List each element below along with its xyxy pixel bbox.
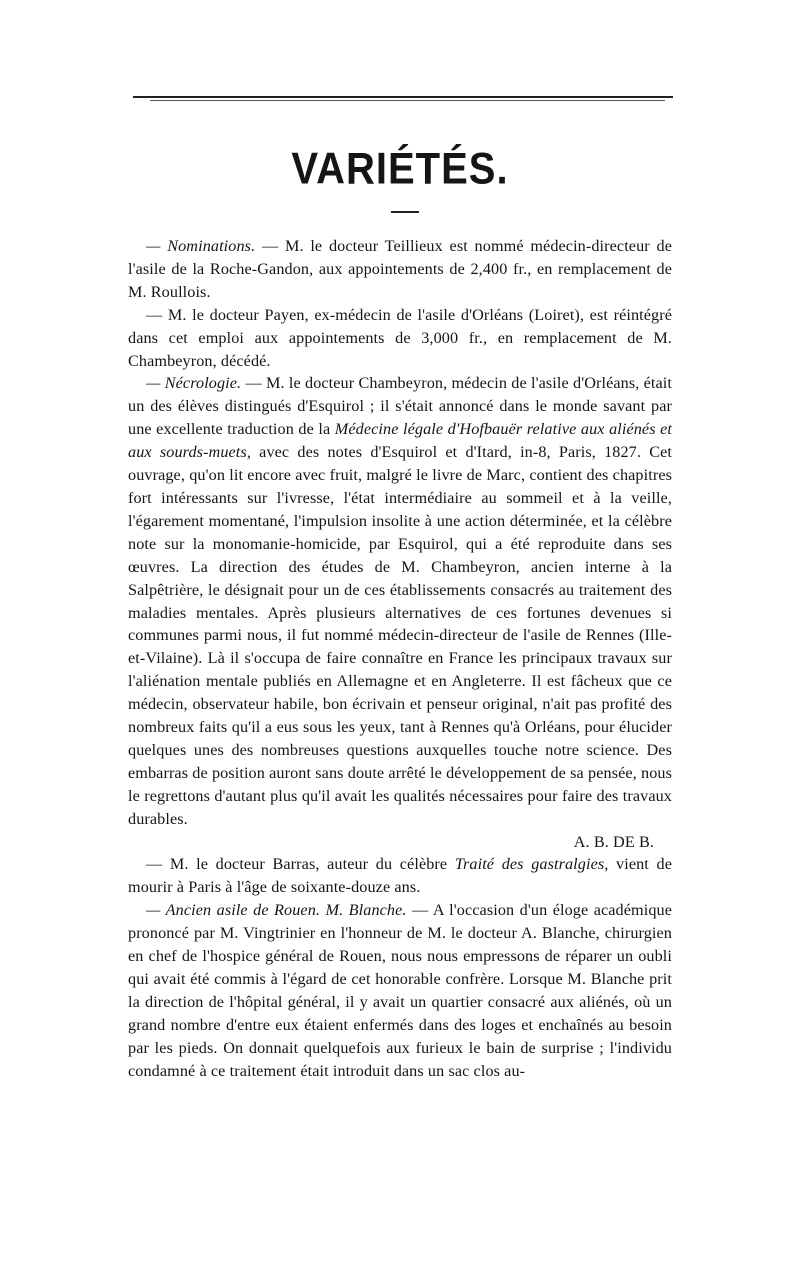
paragraph-payen	[128, 304, 672, 373]
title-divider	[391, 211, 419, 213]
article-body	[128, 235, 672, 1083]
heading-nominations: — Nominations.	[146, 237, 256, 255]
header-rule-thin	[150, 100, 665, 101]
paragraph-text: — M. le docteur Chambeyron, médecin de l'asile d'Orléans, était un des élèves distingués d'Esquirol ; il s'était annoncé dans le monde savant par une excellente traduction de la	[128, 374, 672, 439]
paragraph-text: , avec des notes d'Esquirol et d'Itard, in-8, Paris, 1827. Cet ouvrage, qu'on lit encore avec fruit, malgré le livre de Marc, contient des chapitres fort intéressants sur l'ivresse, l'état intermédiaire au sommeil et à la veille, l'égarement momentané, l'impulsion insolite à une action déterminée, et la célèbre note sur la monomanie-homicide, par Esquirol, qui a été reproduite dans ses œuvres. La direction des études de M. Chambeyron, ancien interne à la Salpêtrière, le désignait pour un de ces établissements consacrés au traitement des maladies mentales. Après plusieurs alternatives de ces fortunes devenues si communes parmi nous, il fut nommé médecin-directeur de l'asile de Rennes (Ille-et-Vilaine). Là il s'occupa de faire connaître en France les principaux travaux sur l'aliénation mentale publiés en Allemagne et en Angleterre. Il est fâcheux que ce médecin, observateur habile, bon écrivain et penseur original, n'ait pas profité des nombreux faits qu'il a eus sous les yeux, tant à Rennes qu'à Orléans, pour élucider quelques unes des nombreuses questions auxquelles touche notre science. Des embarras de position auront sans doute arrêté le développement de sa pensée, nous le regrettons d'autant plus qu'il avait les qualités nécessaires pour faire des travaux durables.	[128, 443, 672, 828]
paragraph-text: , vient de mourir à Paris à l'âge de soixante-douze ans.	[128, 855, 672, 897]
header-rule	[133, 96, 673, 98]
signature: A. B. DE B.	[573, 832, 654, 851]
paragraph-barras	[128, 853, 672, 899]
heading-necrologie: — Nécrologie.	[146, 374, 242, 393]
book-title: Traité des gastralgies	[454, 855, 605, 874]
paragraph-text: — A l'occasion d'un éloge académique prononcé par M. Vingtrinier en l'honneur de M. le docteur A. Blanche, chirurgien en chef de l'hospice général de Rouen, nous nous empressons de réparer un oubli qui avait été commis à l'égard de cet honorable confrère. Lorsque M. Blanche prit la direction de l'hôpital général, il y avait un quartier consacré aux aliénés, où un grand nombre d'entre eux étaient enfermés dans des loges et enchaînés au besoin par les pieds. On donnait quelquefois aux furieux le bain de surprise ; l'individu condamné à ce traitement était introduit dans un sac clos au-	[128, 901, 672, 1080]
heading-rouen: — Ancien asile de Rouen. M. Blanche.	[146, 901, 407, 920]
paragraph-text: — M. le docteur Teillieux est nommé médecin-directeur de l'asile de la Roche-Gandon, aux appointements de 2,400 fr., en remplacement de M. Roullois.	[128, 237, 672, 301]
paragraph-rouen	[128, 899, 672, 1082]
paragraph-nominations	[128, 235, 672, 304]
book-title: Médecine légale d'Hofbauër relative aux aliénés et aux sourds-muets	[128, 420, 673, 462]
paragraph-text: — M. le docteur Payen, ex-médecin de l'asile d'Orléans (Loiret), est réintégré dans cet emploi aux appointements de 3,000 fr., en remplacement de M. Chambeyron, décédé.	[128, 305, 672, 370]
section-title: VARIÉTÉS.	[291, 144, 509, 194]
paragraph-necrologie	[128, 372, 672, 830]
paragraph-text: — M. le docteur Barras, auteur du célèbre	[146, 855, 455, 874]
